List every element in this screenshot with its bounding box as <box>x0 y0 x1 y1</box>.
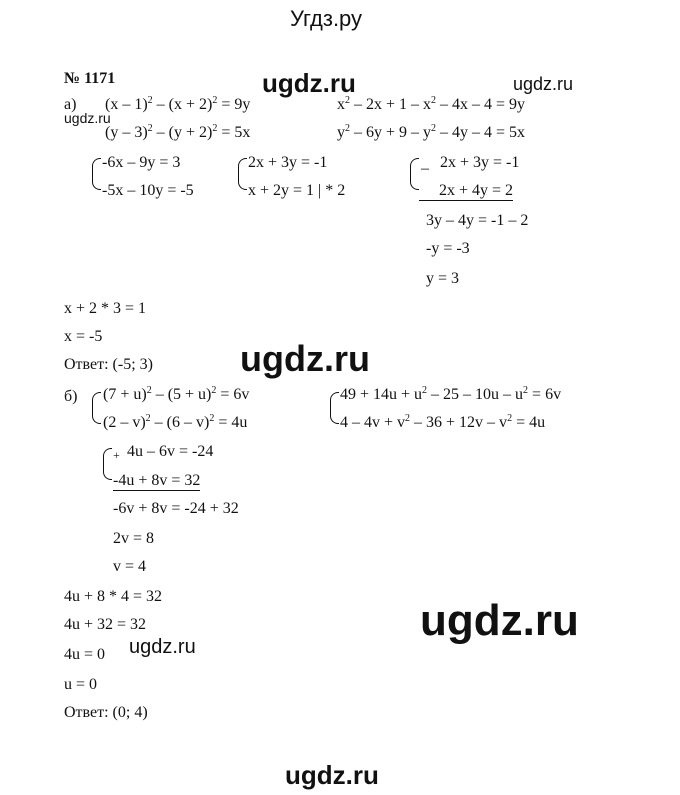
part-b-eq1-right: $49 + 14u + u^2 - 25 - 10u - u^2 = 6v$ <box>340 385 562 403</box>
site-title: Угдз.ру <box>290 6 363 31</box>
part-a-eq2-left: $(y - 3)^2 - (y + 2)^2 = 5x$ <box>105 123 251 141</box>
problem-number: № 1171 <box>64 70 116 87</box>
watermark: ugdz.ru <box>64 110 111 126</box>
part-a-answer: Ответ: (-5; 3) <box>64 356 153 373</box>
system-brace <box>330 392 339 424</box>
system-brace <box>103 448 112 480</box>
part-b-label: б) <box>64 388 78 405</box>
part-a-sys2-line2: x + 2y = 1 | * 2 <box>248 182 346 199</box>
system-brace <box>92 158 101 190</box>
part-b-eq1-left: $(7 + u)^2 - (5 + u)^2 = 6v$ <box>103 385 250 403</box>
part-a-sys2-line1: 2x + 3y = -1 <box>248 154 328 171</box>
part-a-step: -y = -3 <box>426 240 470 257</box>
part-a-eq2-right: $y^2 - 6y + 9 - y^2 - 4y - 4 = 5x$ <box>337 123 526 141</box>
part-b-answer: Ответ: (0; 4) <box>64 704 148 721</box>
part-a-sys1-line1: -6x – 9y = 3 <box>102 154 181 171</box>
part-a-step: x + 2 * 3 = 1 <box>64 300 147 317</box>
part-a-eq1-left: $(x - 1)^2 - (x + 2)^2 = 9y$ <box>105 95 251 113</box>
part-a-eq1-right: $x^2 - 2x + 1 - x^2 - 4x - 4 = 9y$ <box>337 95 526 113</box>
watermark: ugdz.ru <box>240 338 370 379</box>
system-brace <box>92 392 101 424</box>
part-b-step: 4u + 32 = 32 <box>64 616 147 633</box>
part-a-sys1-line2: -5x – 10y = -5 <box>102 182 194 199</box>
part-b-step: v = 4 <box>113 558 147 575</box>
watermark: ugdz.ru <box>129 636 196 658</box>
watermark: ugdz.ru <box>262 68 356 98</box>
part-a-step: y = 3 <box>426 270 460 287</box>
part-a-sys3-line1: 2x + 3y = -1 <box>440 154 520 171</box>
part-a-sys3-line2: 2x + 4y = 2 <box>419 182 513 201</box>
part-b-step: 2v = 8 <box>113 530 155 547</box>
part-b-sys-line1: 4u – 6v = -24 <box>127 443 214 460</box>
system-brace <box>238 158 247 190</box>
watermark: ugdz.ru <box>420 596 579 645</box>
part-b-sys-sign: + <box>113 448 120 462</box>
part-b-eq2-left: (2 – v)$^2$ – (6 – v)$^2$ = 4u <box>103 413 248 431</box>
part-b-eq2-right: $4 - 4v + v^2 - 36 + 12v - v^2 = 4u$ <box>340 413 546 431</box>
system-brace <box>410 158 419 190</box>
watermark: ugdz.ru <box>285 760 379 790</box>
part-b-step: 4u = 0 <box>64 646 106 663</box>
part-b-step: -6v + 8v = -24 + 32 <box>113 500 239 517</box>
part-a-label: а) <box>64 96 77 113</box>
part-b-step: 4u + 8 * 4 = 32 <box>64 588 163 605</box>
watermark: ugdz.ru <box>513 74 574 94</box>
part-a-sys3-sign: – <box>421 160 429 177</box>
part-a-step: x = -5 <box>64 328 103 345</box>
part-b-step: u = 0 <box>64 676 98 693</box>
part-a-step: 3y – 4y = -1 – 2 <box>426 212 529 229</box>
part-b-sys-line2: -4u + 8v = 32 <box>113 472 201 489</box>
